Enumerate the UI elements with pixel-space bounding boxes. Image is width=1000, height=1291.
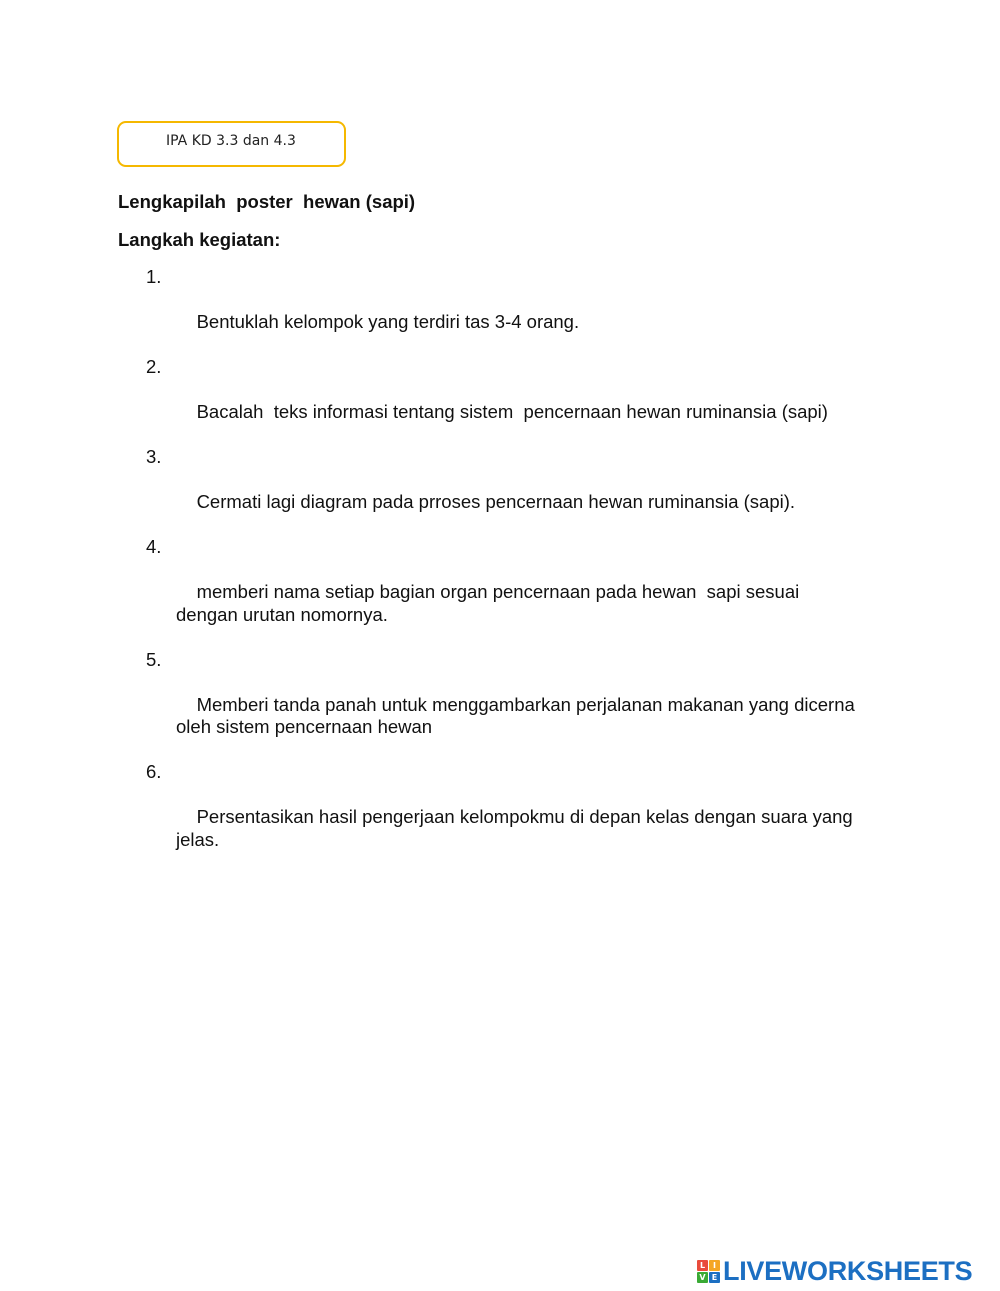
- step-number: 6.: [146, 761, 162, 782]
- step-item-4: [118, 536, 888, 649]
- step-number: 1.: [146, 266, 162, 287]
- step-text: Cermati lagi diagram pada prroses pencernaan hewan ruminansia (sapi).: [196, 491, 796, 512]
- logo-square-v: V: [697, 1272, 708, 1283]
- kd-label: IPA KD 3.3 dan 4.3: [166, 133, 296, 149]
- logo-square-i: I: [709, 1260, 720, 1271]
- step-number: 4.: [146, 536, 162, 557]
- step-item-6: [118, 761, 888, 874]
- step-number: 2.: [146, 356, 162, 377]
- step-text: Memberi tanda panah untuk menggambarkan perjalanan makanan yang dicerna oleh sistem pencernaan hewan: [176, 693, 855, 737]
- page-title: Lengkapilah poster hewan (sapi): [118, 191, 416, 212]
- step-text: Bentuklah kelompok yang terdiri tas 3-4 orang.: [196, 311, 580, 332]
- logo-square-e: E: [709, 1272, 720, 1283]
- step-text: Persentasikan hasil pengerjaan kelompokmu di depan kelas dengan suara yang jelas.: [176, 806, 853, 850]
- steps-heading: Langkah kegiatan:: [118, 229, 281, 250]
- step-item-5: [118, 649, 888, 762]
- liveworksheets-logo-text: LIVEWORKSHEETS: [723, 1255, 973, 1286]
- step-text: memberi nama setiap bagian organ pencernaan pada hewan sapi sesuai dengan urutan nomornya.: [176, 581, 800, 625]
- step-number: 5.: [146, 648, 162, 670]
- step-item-3: [118, 446, 888, 536]
- step-item-1: [118, 266, 888, 356]
- logo-square-l: L: [697, 1260, 708, 1271]
- step-item-2: [118, 356, 888, 446]
- step-text: Bacalah teks informasi tentang sistem pencernaan hewan ruminansia (sapi): [196, 401, 828, 422]
- steps-list: [118, 266, 888, 874]
- kd-label-box: [117, 121, 346, 167]
- liveworksheets-logo-icon: [697, 1260, 720, 1283]
- liveworksheets-brand[interactable]: [697, 1256, 972, 1286]
- step-number: 3.: [146, 446, 162, 467]
